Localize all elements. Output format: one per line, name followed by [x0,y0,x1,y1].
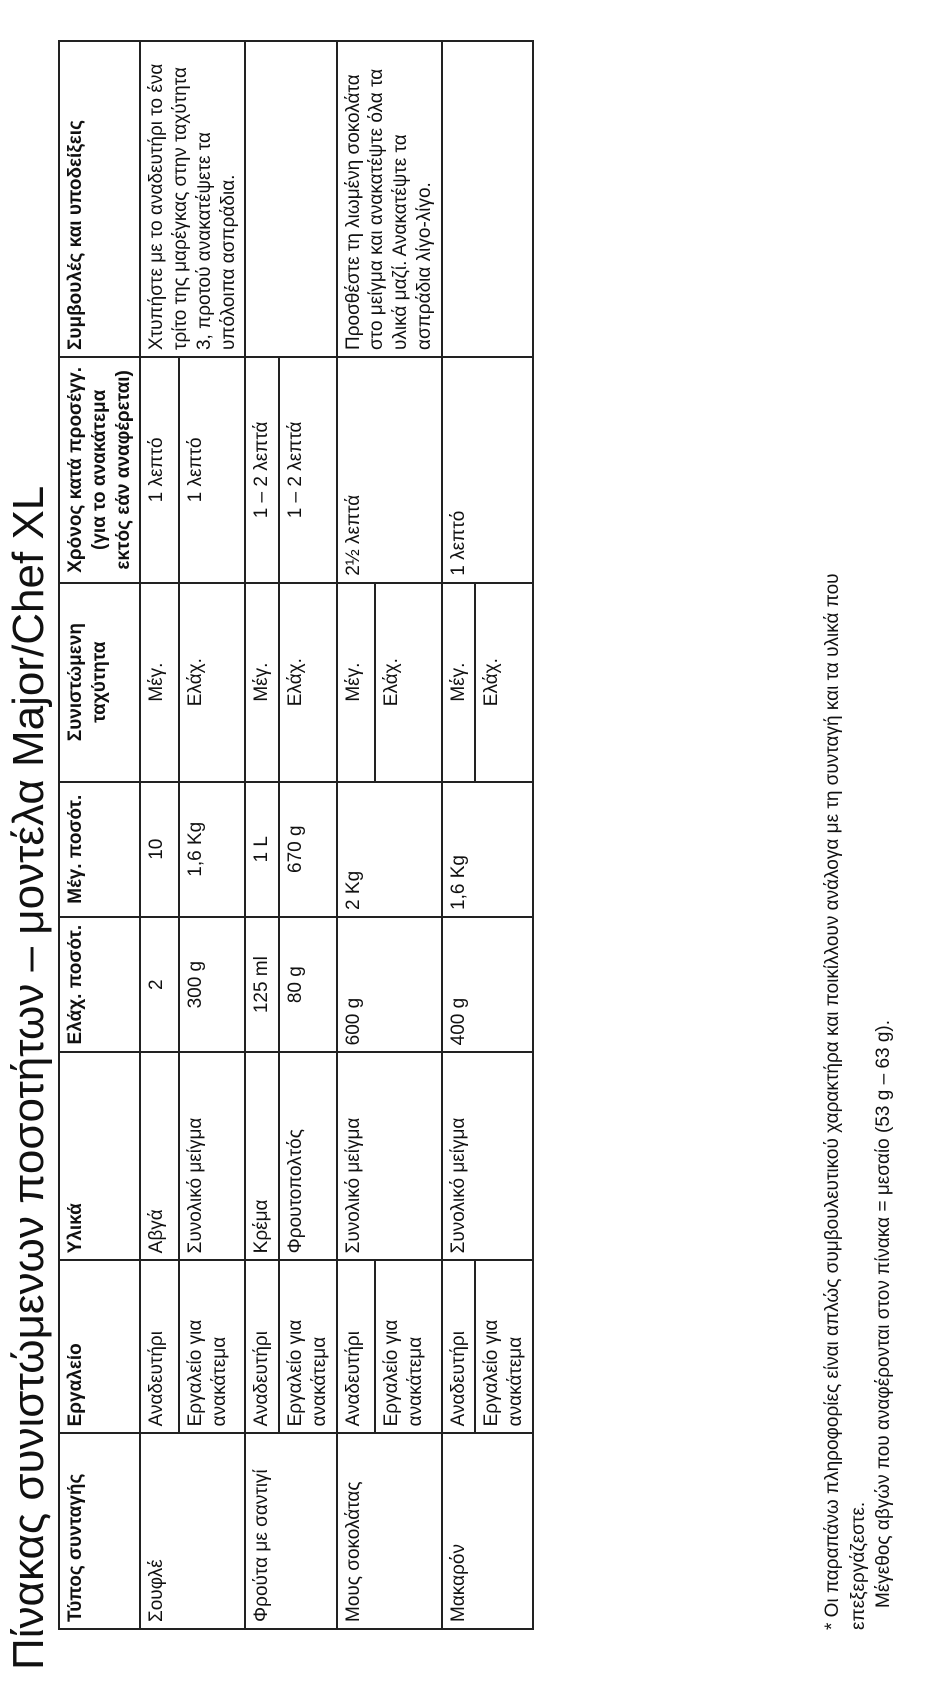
tips-cell [245,41,336,357]
table-header-row [59,41,140,1629]
tool-cell: Εργαλείο για ανακάτεμα [475,1260,533,1433]
footnotes [820,40,897,1630]
ingredients-cell: Συνολικό μείγμα [337,1052,442,1260]
min-quantity-cell: 400 g [442,917,533,1052]
table-row [245,41,279,1629]
table-row [337,41,376,1629]
min-quantity-cell: 2 [140,917,179,1052]
recipe-type-cell: Μακαρόν [442,1433,533,1629]
recipe-type-cell: Φρούτα με σαντιγί [245,1433,336,1629]
speed-cell: Ελάχ. [475,583,533,782]
table-row [140,41,179,1629]
footnote-egg-size: Μέγεθος αβγών που αναφέρονται στον πίνακα = μεσαίο (53 g – 63 g). [873,1019,895,1608]
time-cell: 1 λεπτό [442,357,533,583]
header-recommended-speed: Συνιστώμενη ταχύτητα [59,583,140,782]
ingredients-cell: Αβγά [140,1052,179,1260]
time-cell: 2½ λεπτά [337,357,442,583]
speed-cell: Μέγ. [337,583,376,782]
speed-cell: Ελάχ. [375,583,441,782]
ingredients-cell: Συνολικό μείγμα [442,1052,533,1260]
ingredients-cell: Φρουτοπολτός [279,1052,337,1260]
min-quantity-cell: 125 ml [245,917,279,1052]
tool-cell: Εργαλείο για ανακάτεμα [375,1260,441,1433]
tool-cell: Αναδευτήρι [245,1260,279,1433]
speed-cell: Μέγ. [245,583,279,782]
min-quantity-cell: 80 g [279,917,337,1052]
time-cell: 1 λεπτό [179,357,245,583]
header-tips: Συμβουλές και υποδείξεις [59,41,140,357]
header-recipe-type: Τύπος συνταγής [59,1433,140,1629]
max-quantity-cell: 1 L [245,782,279,917]
header-min-quantity: Ελάχ. ποσότ. [59,917,140,1052]
table-row [442,41,476,1629]
time-cell: 1 – 2 λεπτά [245,357,279,583]
recipe-type-cell: Σουφλέ [140,1433,245,1629]
tool-cell: Εργαλείο για ανακάτεμα [179,1260,245,1433]
page-title: Πίνακας συνιστώμενων ποσοτήτων – μοντέλα Major/Chef XL [4,485,53,1670]
tool-cell: Αναδευτήρι [140,1260,179,1433]
header-tool: Εργαλείο [59,1260,140,1433]
footnote-disclaimer-continued: επεξεργάζεστε. [847,1501,869,1630]
min-quantity-cell: 300 g [179,917,245,1052]
recommended-quantities-table [58,40,534,1630]
time-cell: 1 – 2 λεπτά [279,357,337,583]
speed-cell: Μέγ. [140,583,179,782]
recipe-type-cell: Μους σοκολάτας [337,1433,442,1629]
min-quantity-cell: 600 g [337,917,442,1052]
ingredients-cell: Συνολικό μείγμα [179,1052,245,1260]
max-quantity-cell: 670 g [279,782,337,917]
ingredients-cell: Κρέμα [245,1052,279,1260]
max-quantity-cell: 2 Kg [337,782,442,917]
max-quantity-cell: 1,6 Kg [179,782,245,917]
tool-cell: Αναδευτήρι [337,1260,376,1433]
speed-cell: Μέγ. [442,583,476,782]
max-quantity-cell: 1,6 Kg [442,782,533,917]
speed-cell: Ελάχ. [279,583,337,782]
header-approx-time: Χρόνος κατά προσέγγ. (για το ανακάτεμα εκτός εάν αναφέρεται) [59,357,140,583]
tips-cell: Προσθέστε τη λιωμένη σοκολάτα στο μείγμα και ανακατέψτε όλα τα υλικά μαζί. Ανακατέψτε τα ασπράδια λίγο-λίγο. [337,41,442,357]
time-cell: 1 λεπτό [140,357,179,583]
tips-cell [442,41,533,357]
speed-cell: Ελάχ. [179,583,245,782]
header-ingredients: Υλικά [59,1052,140,1260]
max-quantity-cell: 10 [140,782,179,917]
footnote-disclaimer: * Οι παραπάνω πληροφορίες είναι απλώς συμβουλευτικού χαρακτήρα και ποικίλλουν ανάλογα με τη συνταγή και τα υλικά που [822,573,843,1630]
tool-cell: Εργαλείο για ανακάτεμα [279,1260,337,1433]
tool-cell: Αναδευτήρι [442,1260,476,1433]
header-max-quantity: Μέγ. ποσότ. [59,782,140,917]
tips-cell: Χτυπήστε με το αναδευτήρι το ένα τρίτο της μαρέγκας στην ταχύτητα 3, προτού ανακατέψετε τα υπόλοιπα ασπράδια. [140,41,245,357]
